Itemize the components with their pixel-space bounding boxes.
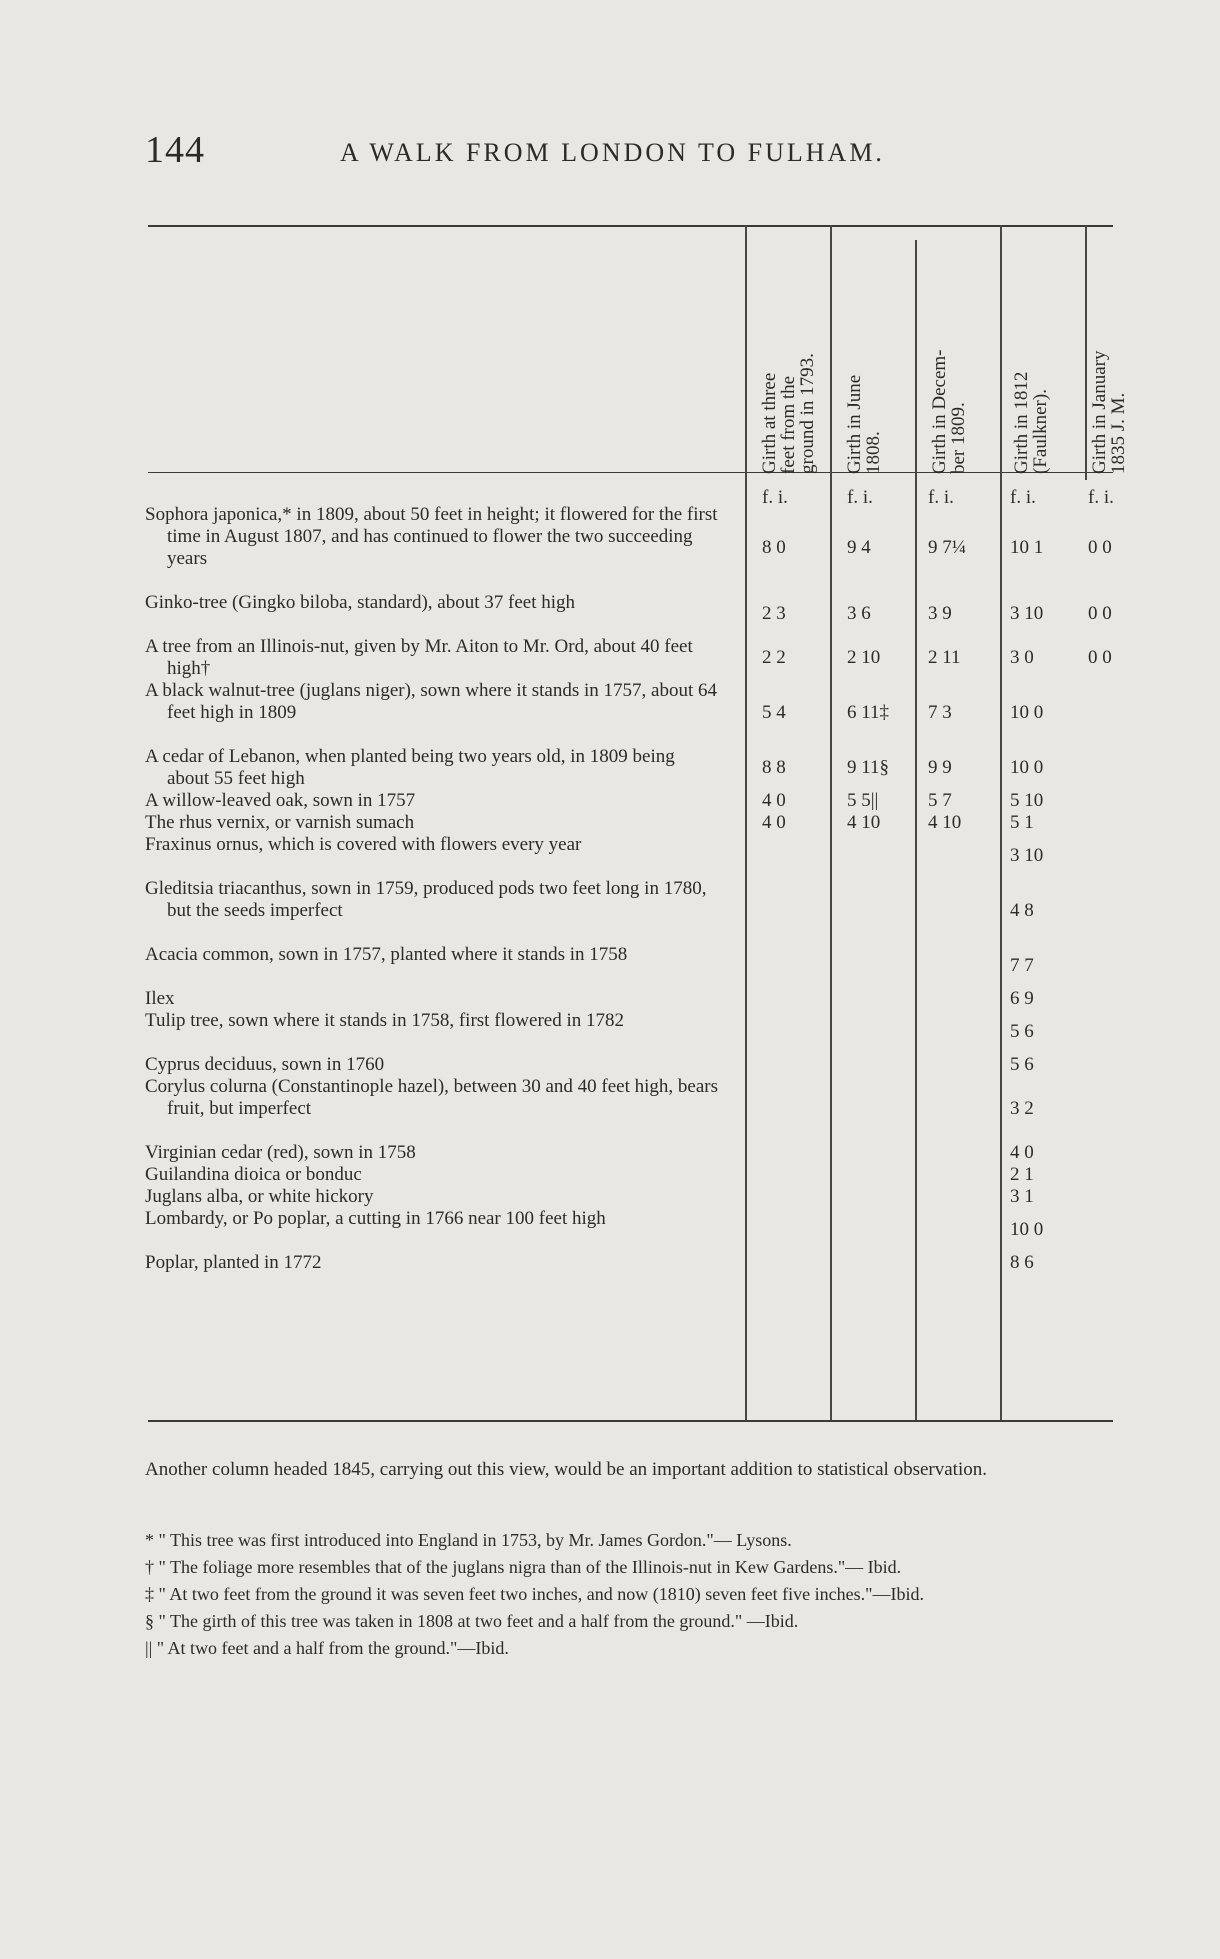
table-row-label: The rhus vernix, or varnish sumach xyxy=(145,812,415,833)
girth-cell: 5 1 xyxy=(1010,812,1034,833)
units-label: f. i. xyxy=(847,487,873,508)
girth-cell: 5 5|| xyxy=(847,790,879,811)
units-label: f. i. xyxy=(762,487,788,508)
table-row-label: Poplar, planted in 1772 xyxy=(145,1252,322,1273)
table-row-label: Tulip tree, sown where it stands in 1758, first flowered in 1782 xyxy=(145,1010,624,1031)
table-top-rule xyxy=(148,225,1113,227)
girth-cell: 0 0 xyxy=(1088,603,1112,624)
table-row-label: A willow-leaved oak, sown in 1757 xyxy=(145,790,416,811)
girth-cell: 3 0 xyxy=(1010,647,1034,668)
table-row-label: Fraxinus ornus, which is covered with flowers every year xyxy=(145,834,582,855)
girth-cell: 3 10 xyxy=(1010,845,1044,866)
girth-cell: 2 11 xyxy=(928,647,961,668)
girth-cell: 2 10 xyxy=(847,647,881,668)
units-label: f. i. xyxy=(1010,487,1036,508)
girth-cell: 5 7 xyxy=(928,790,952,811)
girth-cell: 10 0 xyxy=(1010,702,1044,723)
table-row-label: Ilex xyxy=(145,988,175,1009)
column-heading-1808: Girth in June 1808. xyxy=(844,374,884,474)
girth-cell: 4 0 xyxy=(1010,1142,1034,1163)
girth-cell: 6 11‡ xyxy=(847,702,890,723)
units-label: f. i. xyxy=(1088,487,1114,508)
footnotes xyxy=(145,1530,1135,1659)
girth-cell: 5 4 xyxy=(762,702,786,723)
girth-cell: 2 1 xyxy=(1010,1164,1034,1185)
table-row-label: Guilandina dioica or bonduc xyxy=(145,1164,362,1185)
footnote: § " The girth of this tree was taken in 1808 at two feet and a half from the ground." —Ibid. xyxy=(145,1611,799,1631)
girth-cell: 9 9 xyxy=(928,757,952,778)
girth-cell: 0 0 xyxy=(1088,647,1112,668)
girth-cell: 7 3 xyxy=(928,702,952,723)
table-row-label: Corylus colurna (Constantinople hazel), between 30 and 40 feet high, bears fruit, but imperfect xyxy=(145,1076,718,1119)
table-row-label: A tree from an Illinois-nut, given by Mr. Aiton to Mr. Ord, about 40 feet high† xyxy=(145,636,693,679)
table-row-label: A cedar of Lebanon, when planted being two years old, in 1809 being about 55 feet high xyxy=(145,746,675,789)
girth-cell: 8 6 xyxy=(1010,1252,1034,1273)
girth-cell: 3 6 xyxy=(847,603,871,624)
girth-cell: 3 10 xyxy=(1010,603,1044,624)
girth-cell: 3 2 xyxy=(1010,1098,1034,1119)
footnote: || " At two feet and a half from the ground."—Ibid. xyxy=(145,1638,509,1658)
column-heading-1835: Girth in January 1835 J. M. xyxy=(1089,350,1129,474)
girth-cell: 10 1 xyxy=(1010,537,1044,558)
page-number: 144 xyxy=(145,129,205,171)
tree-list xyxy=(145,504,720,1274)
column-heading-1812: Girth in 1812 (Faulkner). xyxy=(1011,371,1051,474)
girth-cell: 7 7 xyxy=(1010,955,1034,976)
girth-cell: 4 10 xyxy=(847,812,881,833)
girth-cell: 3 9 xyxy=(928,603,952,624)
running-title: A WALK FROM LONDON TO FULHAM. xyxy=(340,138,885,167)
girth-cell: 5 6 xyxy=(1010,1054,1034,1075)
column-divider xyxy=(915,240,917,1420)
running-head xyxy=(145,128,1070,178)
table-row-label: Juglans alba, or white hickory xyxy=(145,1186,374,1207)
table-row-label: Acacia common, sown in 1757, planted where it stands in 1758 xyxy=(145,944,628,965)
column-heading-1809: Girth in Decem- ber 1809. xyxy=(929,349,969,474)
table-bottom-rule xyxy=(148,1420,1113,1422)
table-row-label: Virginian cedar (red), sown in 1758 xyxy=(145,1142,416,1163)
girth-cell: 10 0 xyxy=(1010,757,1044,778)
girth-cell: 9 7¼ xyxy=(928,537,966,558)
girth-cell: 2 3 xyxy=(762,603,786,624)
girth-cell: 8 0 xyxy=(762,537,786,558)
girth-cell: 8 8 xyxy=(762,757,786,778)
table-row-label: Ginko-tree (Gingko biloba, standard), about 37 feet high xyxy=(145,592,576,613)
table-row-label: A black walnut-tree (juglans niger), sown where it stands in 1757, about 64 feet high in 1809 xyxy=(145,680,717,723)
girth-cell: 5 6 xyxy=(1010,1021,1034,1042)
girth-cell: 9 11§ xyxy=(847,757,890,778)
girth-cell: 4 8 xyxy=(1010,900,1034,921)
girth-cell: 0 0 xyxy=(1088,537,1112,558)
closing-note: Another column headed 1845, carrying out this view, would be an important addition to statistical observation. xyxy=(145,1459,987,1480)
girth-cell: 3 1 xyxy=(1010,1186,1034,1207)
table-row-label: Cyprus deciduus, sown in 1760 xyxy=(145,1054,385,1075)
column-divider xyxy=(1000,225,1002,1420)
column-divider xyxy=(745,225,747,1420)
footnote: ‡ " At two feet from the ground it was seven feet two inches, and now (1810) seven feet five inches."—Ibid. xyxy=(145,1584,924,1604)
column-divider xyxy=(1085,225,1087,480)
footnote: † " The foliage more resembles that of the juglans nigra than of the Illinois-nut in Kew Gardens."— Ibid. xyxy=(145,1557,902,1577)
girth-cell: 4 0 xyxy=(762,812,786,833)
girth-cell: 9 4 xyxy=(847,537,871,558)
girth-cell: 6 9 xyxy=(1010,988,1034,1009)
girth-cell: 4 0 xyxy=(762,790,786,811)
table-row-label: Sophora japonica,* in 1809, about 50 feet in height; it flowered for the first time in August 1807, and has continued to flower the two succeeding years xyxy=(145,504,718,569)
girth-cell: 2 2 xyxy=(762,647,786,668)
table-row-label: Lombardy, or Po poplar, a cutting in 1766 near 100 feet high xyxy=(145,1208,606,1229)
column-heading-1793: Girth at three feet from the ground in 1793. xyxy=(759,353,818,474)
column-divider xyxy=(830,225,832,1420)
girth-cell: 5 10 xyxy=(1010,790,1044,811)
girth-cell: 4 10 xyxy=(928,812,962,833)
footnote: * " This tree was first introduced into England in 1753, by Mr. James Gordon."— Lysons. xyxy=(145,1530,792,1550)
table-row-label: Gleditsia triacanthus, sown in 1759, produced pods two feet long in 1780, but the seeds imperfect xyxy=(145,878,707,921)
units-label: f. i. xyxy=(928,487,954,508)
girth-cell: 10 0 xyxy=(1010,1219,1044,1240)
